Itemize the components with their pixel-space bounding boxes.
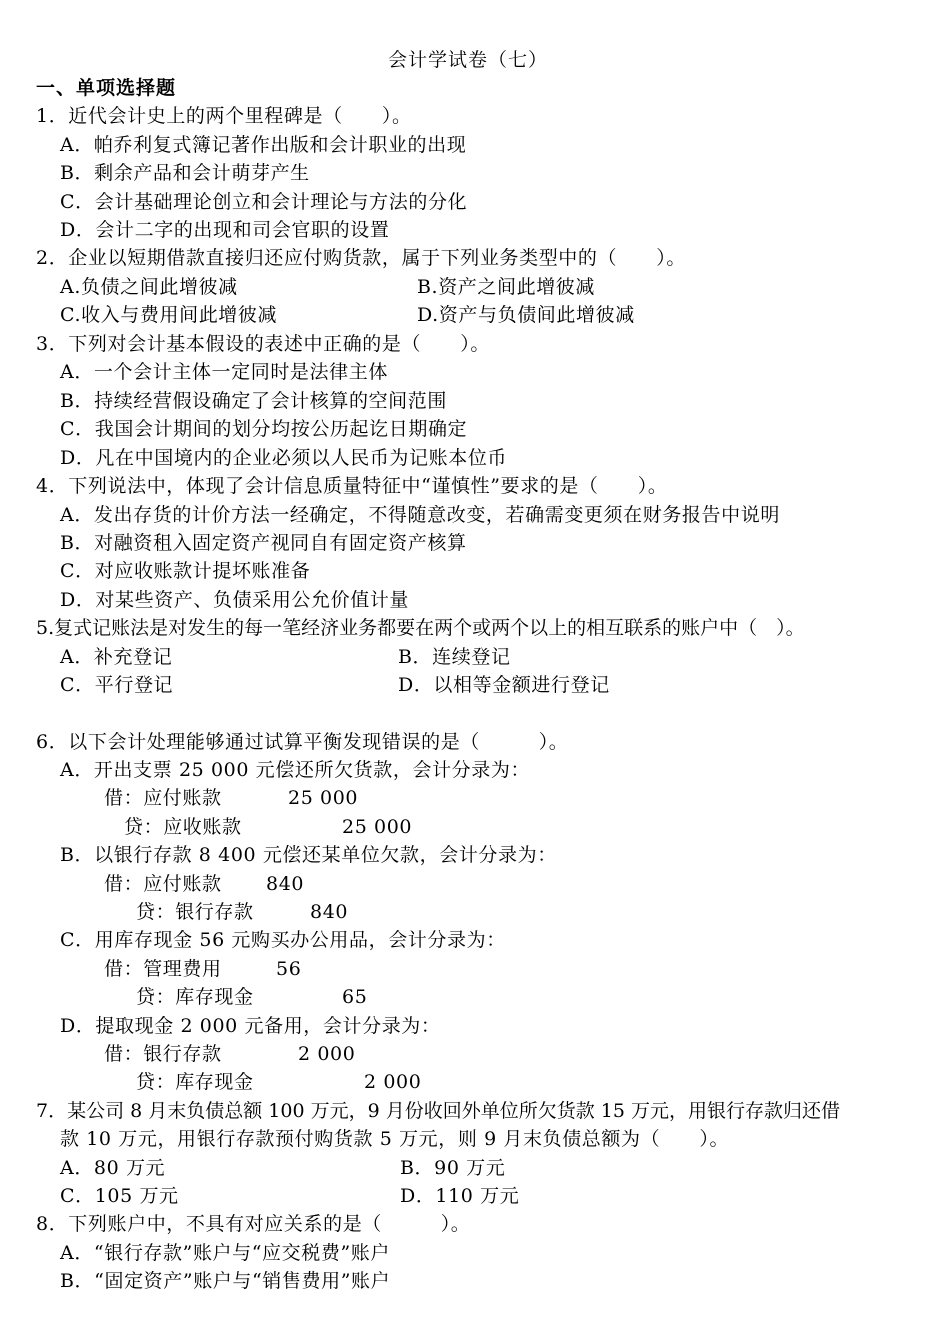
q3-option-b: B．持续经营假设确定了会计核算的空间范围 [60, 390, 447, 412]
q4-option-c: C．对应收账款计提坏账准备 [60, 560, 311, 582]
q3-stem: 3．下列对会计基本假设的表述中正确的是（ ）。 [36, 333, 490, 355]
q1-stem: 1．近代会计史上的两个里程碑是（ ）。 [36, 105, 412, 127]
q5-option-d: D．以相等金额进行登记 [398, 674, 610, 696]
q2-option-a: A.负债之间此增彼减 [60, 276, 238, 298]
q6-option-c: C．用库存现金 56 元购买办公用品，会计分录为： [60, 929, 506, 951]
q6-c-credit-amount: 65 [342, 986, 368, 1008]
q5-stem: 5.复式记账法是对发生的每一笔经济业务都要在两个或两个以上的相互联系的账户中（ ）。 [36, 617, 805, 639]
q6-a-credit-label: 贷：应收账款 [124, 816, 242, 838]
q7-stem-line1: 7．某公司 8 月末负债总额 100 万元，9 月份收回外单位所欠货款 15 万元，用银行存款归还借 [36, 1100, 840, 1122]
q6-b-credit-amount: 840 [310, 901, 349, 923]
q3-option-c: C．我国会计期间的划分均按公历起讫日期确定 [60, 418, 468, 440]
q5-option-c: C．平行登记 [60, 674, 174, 696]
q6-d-credit-amount: 2 000 [364, 1071, 422, 1093]
q6-c-debit-label: 借：管理费用 [104, 958, 222, 980]
q7-option-b: B．90 万元 [400, 1157, 506, 1179]
q6-option-a: A．开出支票 25 000 元偿还所欠货款，会计分录为： [60, 759, 531, 781]
q2-option-c: C.收入与费用间此增彼减 [60, 304, 278, 326]
q4-option-b: B．对融资租入固定资产视同自有固定资产核算 [60, 532, 467, 554]
q7-option-c: C．105 万元 [60, 1185, 179, 1207]
q1-option-a: A．帕乔利复式簿记著作出版和会计职业的出现 [60, 134, 467, 156]
q6-b-credit-label: 贷：银行存款 [136, 901, 254, 923]
q7-option-d: D．110 万元 [400, 1185, 520, 1207]
q6-d-debit-amount: 2 000 [298, 1043, 356, 1065]
q2-option-b: B.资产之间此增彼减 [417, 276, 596, 298]
section-heading: 一、单项选择题 [36, 77, 177, 99]
q8-option-b: B．“固定资产”账户与“销售费用”账户 [60, 1270, 391, 1292]
q1-option-b: B．剩余产品和会计萌芽产生 [60, 162, 310, 184]
q3-option-a: A．一个会计主体一定同时是法律主体 [60, 361, 388, 383]
q2-option-d: D.资产与负债间此增彼减 [417, 304, 635, 326]
q4-stem: 4．下列说法中，体现了会计信息质量特征中“谨慎性”要求的是（ ）。 [36, 475, 668, 497]
q6-d-debit-label: 借：银行存款 [104, 1043, 222, 1065]
q1-option-d: D．会计二字的出现和司会官职的设置 [60, 219, 390, 241]
q4-option-a: A．发出存货的计价方法一经确定，不得随意改变，若确需变更须在财务报告中说明 [60, 504, 780, 526]
q4-option-d: D．对某些资产、负债采用公允价值计量 [60, 589, 410, 611]
q6-option-b: B．以银行存款 8 400 元偿还某单位欠款，会计分录为： [60, 844, 557, 866]
q7-option-a: A．80 万元 [60, 1157, 166, 1179]
q6-c-debit-amount: 56 [276, 958, 302, 980]
q6-c-credit-label: 贷：库存现金 [136, 986, 254, 1008]
q7-stem-line2: 款 10 万元，用银行存款预付购货款 5 万元，则 9 月末负债总额为（ ）。 [60, 1128, 730, 1150]
q2-stem: 2．企业以短期借款直接归还应付购货款，属于下列业务类型中的（ ）。 [36, 247, 686, 269]
q6-a-debit-amount: 25 000 [288, 787, 359, 809]
page-title: 会计学试卷（七） [388, 49, 549, 71]
q6-a-debit-label: 借：应付账款 [104, 787, 222, 809]
q6-d-credit-label: 贷：库存现金 [136, 1071, 254, 1093]
q5-option-b: B．连续登记 [398, 646, 511, 668]
q8-stem: 8．下列账户中，不具有对应关系的是（ ）。 [36, 1213, 471, 1235]
q1-option-c: C．会计基础理论创立和会计理论与方法的分化 [60, 191, 468, 213]
q6-stem: 6．以下会计处理能够通过试算平衡发现错误的是（ ）。 [36, 731, 569, 753]
q6-b-debit-label: 借：应付账款 [104, 873, 222, 895]
q6-a-credit-amount: 25 000 [342, 816, 413, 838]
q6-b-debit-amount: 840 [266, 873, 305, 895]
q5-option-a: A．补充登记 [60, 646, 173, 668]
q6-option-d: D．提取现金 2 000 元备用，会计分录为： [60, 1015, 441, 1037]
q3-option-d: D．凡在中国境内的企业必须以人民币为记账本位币 [60, 447, 508, 469]
q8-option-a: A．“银行存款”账户与“应交税费”账户 [60, 1242, 390, 1264]
